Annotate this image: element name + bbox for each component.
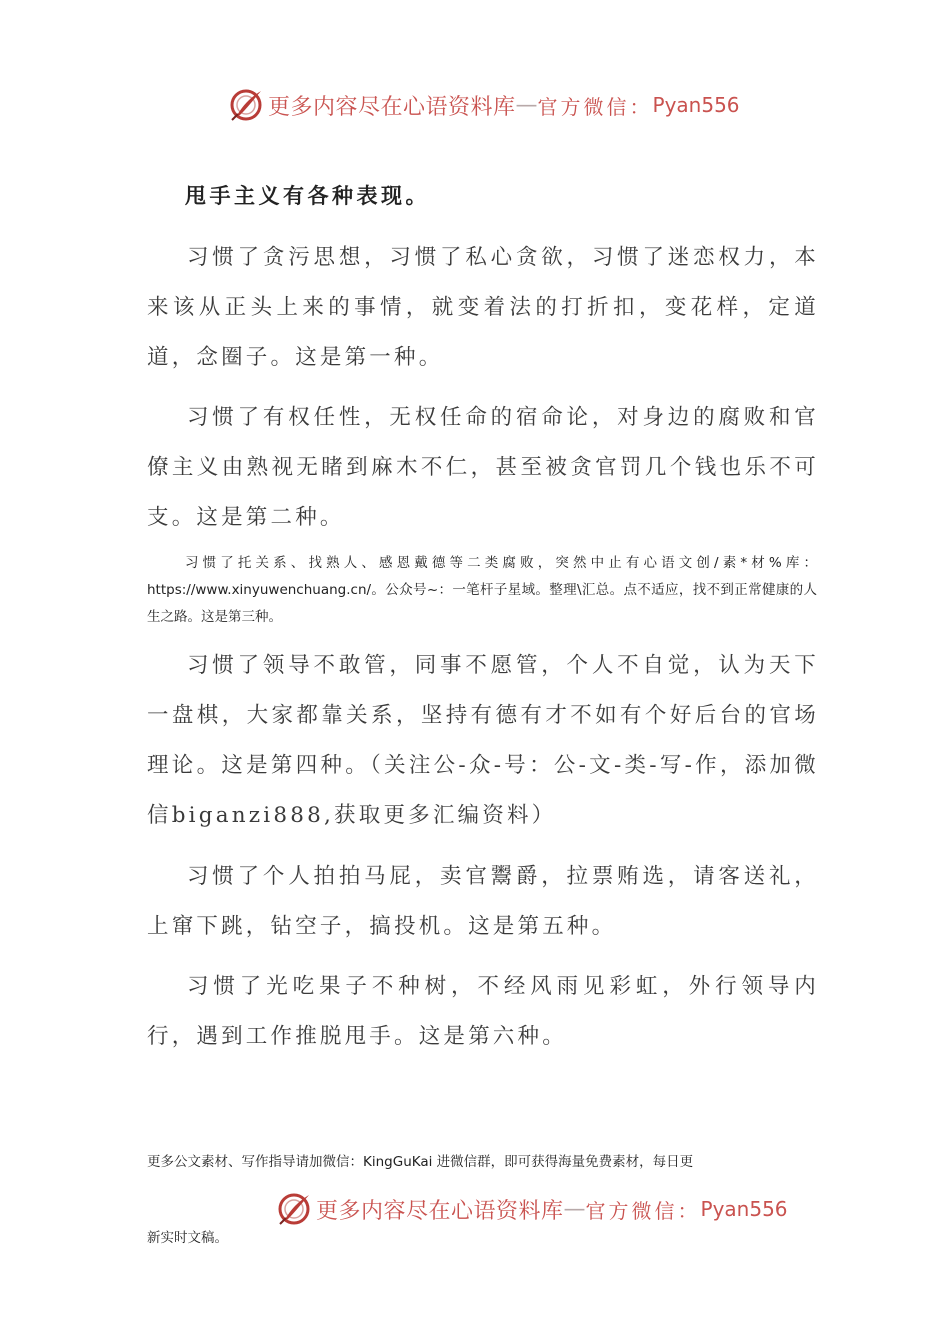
banner-wechat-label: 官方微信： (585, 1198, 701, 1223)
footer-banner (276, 1188, 788, 1230)
quill-circle-logo-icon (228, 87, 264, 123)
banner-separator: — (563, 1196, 586, 1222)
banner-wechat-id: Pyan556 (652, 93, 740, 117)
paragraph-2: 习惯了有权任性，无权任命的宿命论，对身边的腐败和官僚主义由熟视无睹到麻木不仁，甚至被贪官罚几个钱也乐不可支。这是第二种。 (147, 405, 819, 530)
paragraph-6: 习惯了光吃果子不种树，不经风雨见彩虹，外行领导内行，遇到工作推脱甩手。这是第六种。 (147, 974, 819, 1049)
banner-title: 更多内容尽在心语资料库 (268, 94, 516, 120)
quill-circle-logo-icon (276, 1191, 312, 1227)
footer-line-1: 更多公文素材、写作指导请加微信：KingGuKai 进微信群，即可获得海量免费素材，每日更 (147, 1154, 694, 1170)
paragraph-5: 习惯了个人拍拍马屁，卖官鬻爵，拉票贿选，请客送礼，上窜下跳，钻空子，搞投机。这是第五种。 (147, 864, 819, 939)
paragraph-1: 习惯了贪污思想，习惯了私心贪欲，习惯了迷恋权力，本来该从正头上来的事情，就变着法的打折扣，变花样，定道道，念圈子。这是第一种。 (147, 245, 819, 370)
header-banner (228, 84, 740, 126)
section-heading: 甩手主义有各种表现。 (185, 184, 430, 208)
banner-wechat-label: 官方微信： (537, 94, 653, 119)
paragraph-4: 习惯了领导不敢管，同事不愿管，个人不自觉，认为天下一盘棋，大家都靠关系，坚持有德有才不如有个好后台的官场理论。这是第四种。（关注公-众-号：公-文-类-写-作，添加微信biganzi888,获取更多汇编资料） (147, 653, 819, 828)
banner-wechat-id: Pyan556 (700, 1197, 788, 1221)
banner-title: 更多内容尽在心语资料库 (316, 1198, 564, 1224)
footer-line-2: 新实时文稿。 (147, 1230, 228, 1246)
paragraph-3: 习惯了托关系、找熟人、感恩戴德等二类腐败，突然中止有心语文创/素*材%库：https://www.xinyuwenchuang.cn/。公众号~：一笔杆子星域。整理\汇总。点不适应，找不到正常健康的人生之路。这是第三种。 (147, 555, 817, 625)
banner-separator: — (515, 92, 538, 118)
